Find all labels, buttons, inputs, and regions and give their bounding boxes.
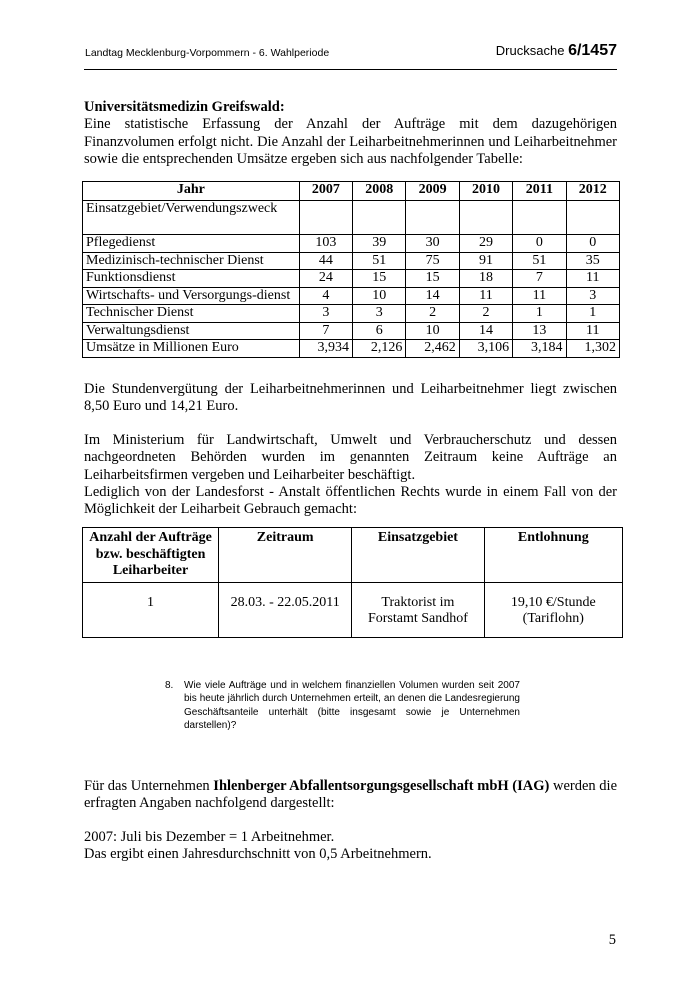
table-cell: 0 — [513, 235, 566, 253]
table-row — [83, 305, 620, 323]
table-row — [83, 235, 620, 253]
table-header-cell: 2010 — [459, 182, 512, 201]
table-header-cell: Anzahl der Aufträge bzw. beschäftigten Leiharbeiter — [83, 528, 219, 583]
staffing-table — [82, 181, 620, 358]
table-cell: 7 — [513, 270, 566, 288]
question-text: Wie viele Aufträge und in welchem finanziellen Volumen wurden seit 2007 bis heute jährlich durch Unternehmen erteilt, an denen die Landesregierung Geschäftsanteile unterhält (bitte insgesamt sowie je Unternehmen darstellen)? — [184, 680, 520, 732]
table-cell: 24 — [299, 270, 352, 288]
table-cell: 14 — [406, 287, 459, 305]
table-header-cell: 2009 — [406, 182, 459, 201]
table-cell: 3,934 — [299, 340, 352, 358]
forst-table — [82, 527, 623, 638]
table-row — [83, 322, 620, 340]
table-subheader: Einsatzgebiet/Verwendungszweck — [83, 201, 300, 235]
table-cell: 10 — [353, 287, 406, 305]
line-average: Das ergibt einen Jahresdurchschnitt von 0,5 Arbeitnehmern. — [84, 846, 432, 863]
header-title: Landtag Mecklenburg-Vorpommern - 6. Wahlperiode — [85, 47, 330, 59]
row-label: Wirtschafts- und Versorgungs-dienst — [83, 287, 300, 305]
table-cell: 3 — [566, 287, 619, 305]
page-number: 5 — [608, 932, 616, 948]
table-cell: 11 — [566, 322, 619, 340]
table-row — [83, 252, 620, 270]
table-cell: 51 — [513, 252, 566, 270]
table-cell: 1 — [566, 305, 619, 323]
paragraph-ministry — [84, 432, 617, 518]
iag-text-after: werden die erfragten Angaben nachfolgend dargestellt: — [84, 778, 618, 812]
table-cell: 39 — [353, 235, 406, 253]
table-cell: 7 — [299, 322, 352, 340]
table-cell: 15 — [406, 270, 459, 288]
table-header-cell: 2012 — [566, 182, 619, 201]
table-cell: 15 — [353, 270, 406, 288]
table-cell: 91 — [459, 252, 512, 270]
paragraph-iag — [84, 778, 617, 813]
header-label: Drucksache — [495, 43, 565, 58]
table-cell: 28.03. - 22.05.2011 — [219, 582, 352, 637]
table-cell: 0 — [566, 235, 619, 253]
iag-text-before: Für das Unternehmen — [84, 778, 210, 794]
table-header-cell: Zeitraum — [219, 528, 352, 583]
row-label: Pflegedienst — [83, 235, 300, 253]
header-rule — [84, 69, 617, 70]
forst-text: Lediglich von der Landesforst - Anstalt öffentlichen Rechts wurde in einem Fall von der Möglichkeit der Leiharbeit Gebrauch gemacht: — [84, 483, 617, 518]
table-row — [83, 201, 620, 235]
table-header-row — [83, 182, 620, 201]
table-cell: 103 — [299, 235, 352, 253]
section-university-intro — [84, 99, 617, 168]
table-header-cell: Entlohnung — [484, 528, 622, 583]
table-cell: 18 — [459, 270, 512, 288]
section-text: Eine statistische Erfassung der Anzahl der Aufträge mit dem dazugehörigen Finanzvolumen erfolgt nicht. Die Anzahl der Leiharbeitnehmerinnen und Leiharbeitnehmer sowie die entsprechenden Umsätze ergeben sich aus nachfolgender Tabelle: — [84, 116, 617, 167]
table-cell: 44 — [299, 252, 352, 270]
table-header-cell: 2007 — [299, 182, 352, 201]
table-header-row — [83, 528, 623, 583]
question-number: 8. — [165, 680, 174, 691]
table-cell: 10 — [406, 322, 459, 340]
table-cell: 11 — [459, 287, 512, 305]
table-cell: 30 — [406, 235, 459, 253]
table-cell: 1 — [83, 582, 219, 637]
paragraph-wage: Die Stundenvergütung der Leiharbeitnehmerinnen und Leiharbeitnehmer liegt zwischen 8,50 Euro und 14,21 Euro. — [84, 381, 617, 415]
table-cell: 2 — [459, 305, 512, 323]
table-cell: 14 — [459, 322, 512, 340]
table-cell: 13 — [513, 322, 566, 340]
row-label: Technischer Dienst — [83, 305, 300, 323]
table-cell: 11 — [566, 270, 619, 288]
table-header-cell: 2011 — [513, 182, 566, 201]
table-cell: 11 — [513, 287, 566, 305]
section-heading: Universitätsmedizin Greifswald: — [84, 99, 285, 115]
table-row — [83, 582, 623, 637]
table-row-revenue — [83, 340, 620, 358]
row-label: Medizinisch-technischer Dienst — [83, 252, 300, 270]
row-label: Verwaltungsdienst — [83, 322, 300, 340]
table-cell: 3 — [299, 305, 352, 323]
header-number: 6/1457 — [568, 42, 617, 59]
question-8 — [165, 679, 520, 733]
table-cell: 4 — [299, 287, 352, 305]
line-2007: 2007: Juli bis Dezember = 1 Arbeitnehmer. — [84, 829, 335, 845]
paragraph-employees — [84, 829, 617, 864]
table-cell: 3,106 — [459, 340, 512, 358]
table-cell: 75 — [406, 252, 459, 270]
row-label: Umsätze in Millionen Euro — [83, 340, 300, 358]
row-label: Funktionsdienst — [83, 270, 300, 288]
table-cell: 2 — [406, 305, 459, 323]
table-header-cell: 2008 — [353, 182, 406, 201]
iag-company-name: Ihlenberger Abfallentsorgungsgesellschaft mbH (IAG) — [213, 778, 550, 794]
table-header-cell: Jahr — [83, 182, 300, 201]
table-row — [83, 287, 620, 305]
table-cell: 3,184 — [513, 340, 566, 358]
table-cell: 29 — [459, 235, 512, 253]
table-cell: 3 — [353, 305, 406, 323]
table-row — [83, 270, 620, 288]
table-cell: 2,462 — [406, 340, 459, 358]
table-cell: 6 — [353, 322, 406, 340]
table-cell: 1,302 — [566, 340, 619, 358]
table-cell: 19,10 €/Stunde (Tariflohn) — [484, 582, 622, 637]
table-header-cell: Einsatzgebiet — [352, 528, 484, 583]
ministry-text: Im Ministerium für Landwirtschaft, Umwelt und Verbraucherschutz und dessen nachgeordneten Behörden wurden im genannten Zeitraum keine Aufträge an Leiharbeitsfirmen vergeben und Leiharbeiter beschäftigt. — [84, 432, 617, 483]
table-cell: 51 — [353, 252, 406, 270]
table-cell: Traktorist im Forstamt Sandhof — [352, 582, 484, 637]
table-cell: 1 — [513, 305, 566, 323]
table-cell: 35 — [566, 252, 619, 270]
header-document-number — [496, 42, 617, 60]
table-cell: 2,126 — [353, 340, 406, 358]
